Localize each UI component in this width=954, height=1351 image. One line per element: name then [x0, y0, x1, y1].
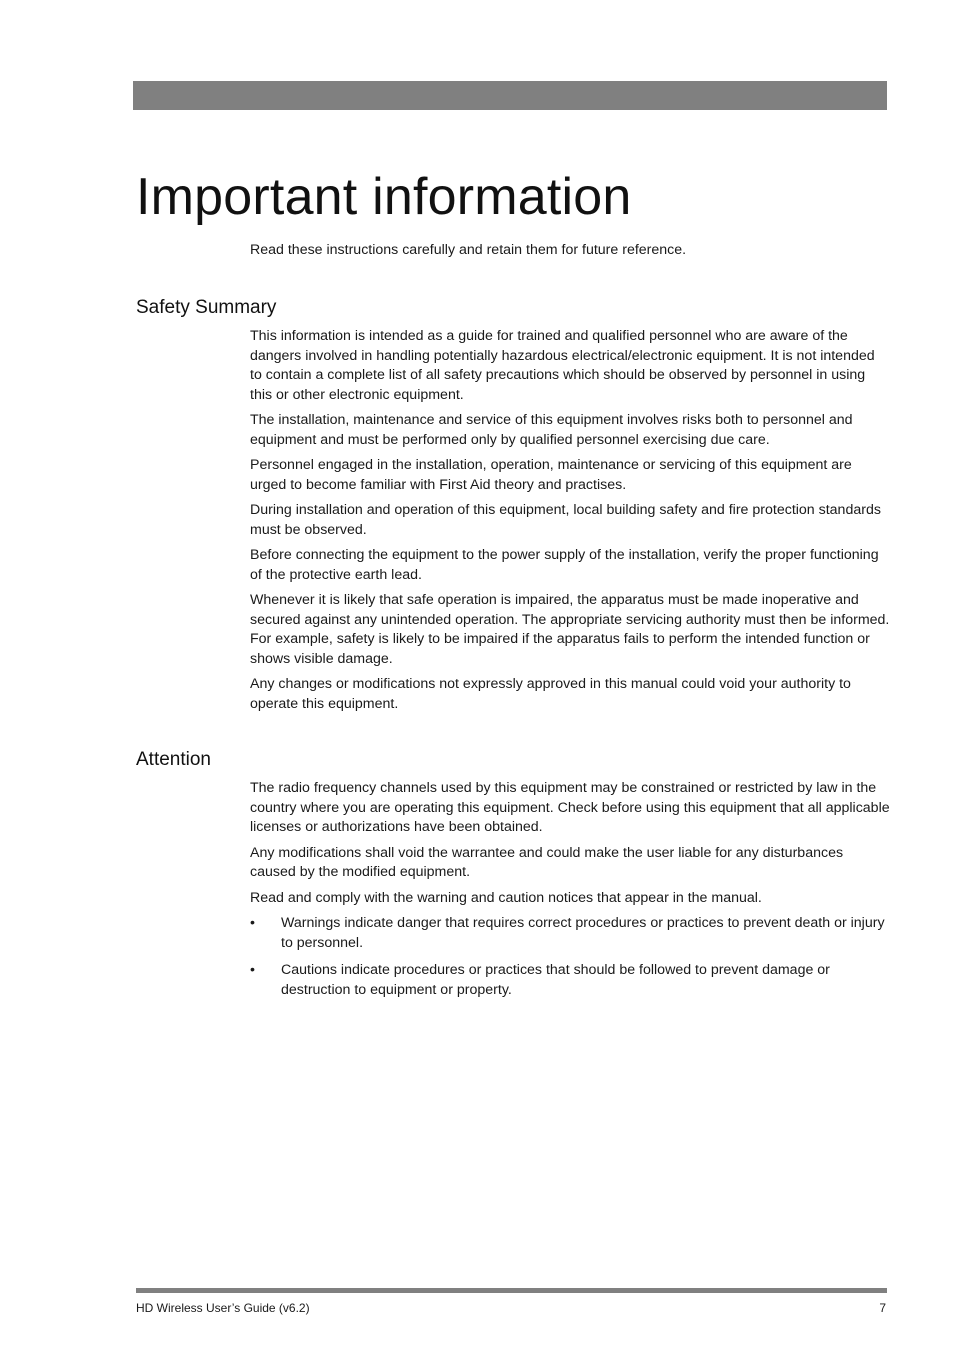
- safety-summary-heading: Safety Summary: [136, 297, 277, 318]
- notice-list: [250, 914, 890, 1000]
- attention-paragraph: Read and comply with the warning and caution notices that appear in the manual.: [250, 889, 762, 906]
- safety-paragraph: Before connecting the equipment to the power supply of the installation, verify the proper functioning of the protective earth lead.: [250, 547, 879, 583]
- intro-text: Read these instructions carefully and retain them for future reference.: [250, 242, 687, 258]
- page-number: 7: [879, 1301, 886, 1315]
- safety-paragraph: The installation, maintenance and service of this equipment involves risks both to personnel and equipment and must be performed only by qualified personnel exercising due care.: [250, 412, 853, 448]
- safety-paragraph: During installation and operation of this equipment, local building safety and fire protection standards must be observed.: [250, 502, 881, 538]
- bullet-icon: •: [250, 962, 255, 978]
- header-bar: [133, 81, 887, 110]
- footer-bar: [136, 1288, 887, 1293]
- attention-paragraph: Any modifications shall void the warrantee and could make the user liable for any disturbances caused by the modified equipment.: [250, 844, 844, 880]
- safety-paragraph: Personnel engaged in the installation, operation, maintenance or servicing of this equipment are urged to become familiar with First Aid theory and practises.: [250, 457, 852, 493]
- list-item: [250, 961, 890, 1000]
- attention-body: [250, 779, 890, 1008]
- safety-paragraph: This information is intended as a guide for trained and qualified personnel who are aware of the dangers involved in handling potentially hazardous electrical/electronic equipment. It is not intended to contain a complete list of all safety precautions which should be observed by personnel in using this or other electronic equipment.: [250, 328, 875, 403]
- safety-paragraph: Any changes or modifications not expressly approved in this manual could void your authority to operate this equipment.: [250, 676, 851, 712]
- safety-paragraph: Whenever it is likely that safe operation is impaired, the apparatus must be made inoperative and secured against any unintended operation. The appropriate servicing authority must then be informed. For example, safety is likely to be impaired if the apparatus fails to perform the intended function or shows visible damage.: [250, 592, 890, 667]
- list-item-text: Warnings indicate danger that requires correct procedures or practices to prevent death or injury to personnel.: [281, 915, 885, 951]
- page-title: Important information: [136, 168, 632, 226]
- attention-heading: Attention: [136, 749, 211, 770]
- safety-summary-body: [250, 327, 890, 720]
- bullet-icon: •: [250, 915, 255, 931]
- list-item: [250, 914, 890, 953]
- attention-paragraph: The radio frequency channels used by this equipment may be constrained or restricted by law in the country where you are operating this equipment. Check before using this equipment that all applicable licenses or authorizations have been obtained.: [250, 780, 890, 835]
- footer-document-title: HD Wireless User’s Guide (v6.2): [136, 1301, 310, 1315]
- list-item-text: Cautions indicate procedures or practices that should be followed to prevent damage or destruction to equipment or property.: [281, 962, 830, 998]
